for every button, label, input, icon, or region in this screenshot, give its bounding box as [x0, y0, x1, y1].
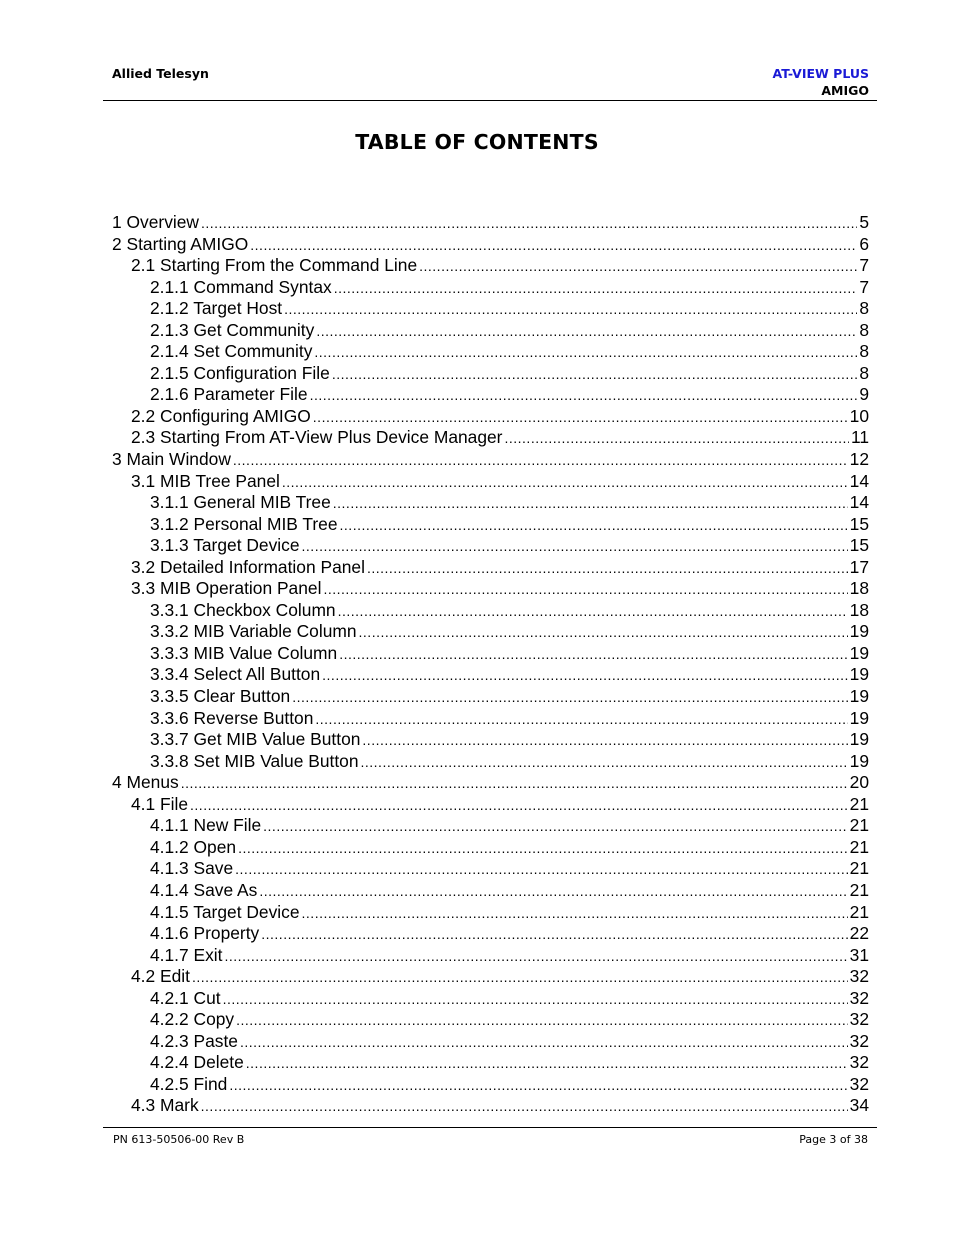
toc-dot-leader [316, 321, 857, 343]
toc-entry-label: 3.3.4 Select All Button [150, 664, 321, 685]
toc-dot-leader [334, 278, 858, 300]
toc-entry-label: 2.1.4 Set Community [150, 341, 313, 362]
toc-entry-label: 3.1 MIB Tree Panel [131, 470, 280, 491]
toc-entry-page: 7 [859, 255, 869, 276]
toc-dot-leader [240, 1032, 848, 1054]
toc-entry-label: 2.2 Configuring AMIGO [131, 405, 311, 426]
toc-entry-label: 4.2.2 Copy [150, 1009, 235, 1030]
toc-dot-leader [367, 558, 848, 580]
toc-entry-label: 4.1.1 New File [150, 815, 262, 836]
toc-entry-page: 21 [849, 901, 869, 922]
toc-entry[interactable] [112, 1031, 869, 1053]
toc-dot-leader [362, 730, 847, 752]
page-footer [103, 1127, 877, 1154]
toc-entry-page: 19 [849, 750, 869, 771]
toc-entry[interactable] [112, 514, 869, 536]
toc-dot-leader [313, 407, 848, 429]
toc-entry[interactable] [112, 988, 869, 1010]
toc-entry-page: 11 [850, 427, 869, 448]
toc-dot-leader [322, 665, 848, 687]
toc-entry-label: 4.1 File [131, 793, 189, 814]
toc-entry-label: 4.2.4 Delete [150, 1052, 244, 1073]
toc-entry-label: 2.1.1 Command Syntax [150, 276, 332, 297]
toc-entry[interactable] [112, 1095, 869, 1117]
toc-dot-leader [314, 342, 857, 364]
toc-dot-leader [235, 859, 848, 881]
toc-entry-page: 21 [849, 879, 869, 900]
toc-entry-page: 21 [849, 858, 869, 879]
toc-dot-leader [302, 536, 848, 558]
toc-dot-leader [359, 622, 848, 644]
toc-dot-leader [223, 989, 848, 1011]
toc-entry-label: 4.1.2 Open [150, 836, 237, 857]
toc-dot-leader [259, 881, 847, 903]
toc-dot-leader [192, 967, 848, 989]
toc-entry-page: 12 [849, 449, 869, 470]
toc-dot-leader [323, 579, 847, 601]
toc-entry-page: 21 [849, 793, 869, 814]
toc-entry-page: 21 [849, 836, 869, 857]
toc-entry-label: 3.3.5 Clear Button [150, 686, 291, 707]
page-header [103, 62, 877, 101]
toc-entry[interactable] [112, 427, 869, 449]
toc-entry-page: 7 [859, 276, 869, 297]
toc-entry-label: 3.1.1 General MIB Tree [150, 492, 331, 513]
toc-entry-label: 4 Menus [112, 772, 179, 793]
toc-entry[interactable] [112, 686, 869, 708]
toc-entry-page: 32 [849, 1052, 869, 1073]
toc-dot-leader [263, 816, 848, 838]
toc-entry-page: 8 [859, 298, 869, 319]
toc-entry[interactable] [112, 837, 869, 859]
toc-entry[interactable] [112, 363, 869, 385]
toc-dot-leader [333, 493, 848, 515]
toc-dot-leader [332, 364, 858, 386]
toc-dot-leader [338, 601, 848, 623]
toc-dot-leader [225, 946, 848, 968]
toc-entry-page: 17 [849, 556, 869, 577]
toc-entry[interactable] [112, 1052, 869, 1074]
toc-dot-leader [419, 256, 857, 278]
toc-entry-label: 3.1.2 Personal MIB Tree [150, 513, 338, 534]
toc-entry-page: 19 [849, 664, 869, 685]
toc-entry[interactable] [112, 708, 869, 730]
toc-entry-page: 34 [849, 1095, 869, 1116]
toc-entry[interactable] [112, 794, 869, 816]
toc-dot-leader [292, 687, 847, 709]
toc-entry[interactable] [112, 384, 869, 406]
toc-entry-label: 2.1.3 Get Community [150, 319, 315, 340]
toc-entry-label: 4.1.5 Target Device [150, 901, 300, 922]
toc-entry[interactable] [112, 902, 869, 924]
toc-entry[interactable] [112, 557, 869, 579]
toc-entry[interactable] [112, 966, 869, 988]
toc-entry-label: 4.2 Edit [131, 966, 190, 987]
toc-entry[interactable] [112, 406, 869, 428]
toc-dot-leader [282, 472, 848, 494]
toc-entry-page: 19 [849, 642, 869, 663]
toc-entry-page: 6 [859, 233, 869, 254]
toc-entry-page: 9 [859, 384, 869, 405]
toc-entry-page: 15 [849, 535, 869, 556]
toc-entry[interactable] [112, 945, 869, 967]
toc-entry-label: 2.1 Starting From the Command Line [131, 255, 418, 276]
toc-entry-page: 32 [849, 987, 869, 1008]
toc-entry-label: 2.1.2 Target Host [150, 298, 283, 319]
toc-dot-leader [229, 1075, 847, 1097]
toc-entry[interactable] [112, 880, 869, 902]
toc-entry-page: 8 [859, 362, 869, 383]
toc-entry-label: 2 Starting AMIGO [112, 233, 249, 254]
toc-entry-label: 2.3 Starting From AT-View Plus Device Manager [131, 427, 503, 448]
toc-entry[interactable] [112, 320, 869, 342]
toc-dot-leader [361, 752, 848, 774]
toc-entry-page: 21 [849, 815, 869, 836]
toc-entry[interactable] [112, 341, 869, 363]
toc-dot-leader [246, 1053, 848, 1075]
toc-entry[interactable] [112, 815, 869, 837]
toc-entry-label: 3.3.1 Checkbox Column [150, 599, 336, 620]
company-name: Allied Telesyn [112, 66, 209, 81]
module-name: AMIGO [821, 83, 869, 98]
toc-entry-page: 20 [849, 772, 869, 793]
toc-entry-page: 14 [849, 470, 869, 491]
page-title: TABLE OF CONTENTS [355, 130, 599, 154]
toc-entry-label: 3.3 MIB Operation Panel [131, 578, 322, 599]
toc-entry[interactable] [112, 751, 869, 773]
toc-entry-page: 32 [849, 1009, 869, 1030]
product-name: AT-VIEW PLUS [772, 66, 869, 81]
toc-entry-page: 19 [849, 686, 869, 707]
toc-entry[interactable] [112, 643, 869, 665]
toc-dot-leader [233, 450, 848, 472]
toc-dot-leader [284, 299, 857, 321]
toc-entry-page: 19 [849, 729, 869, 750]
toc-dot-leader [190, 795, 848, 817]
toc-entry-label: 4.2.5 Find [150, 1073, 228, 1094]
toc-dot-leader [238, 838, 848, 860]
toc-entry-label: 3.3.2 MIB Variable Column [150, 621, 357, 642]
toc-entry[interactable] [112, 923, 869, 945]
toc-dot-leader [261, 924, 847, 946]
document-number: PN 613-50506-00 Rev B [113, 1133, 245, 1146]
toc-entry-label: 3 Main Window [112, 449, 231, 470]
toc-entry[interactable] [112, 729, 869, 751]
toc-entry-page: 8 [859, 319, 869, 340]
toc-dot-leader [339, 644, 847, 666]
toc-entry-label: 4.1.7 Exit [150, 944, 223, 965]
toc-entry-page: 32 [849, 966, 869, 987]
toc-entry[interactable] [112, 535, 869, 557]
toc-entry[interactable] [112, 1074, 869, 1096]
toc-entry[interactable] [112, 664, 869, 686]
toc-entry-page: 32 [849, 1073, 869, 1094]
toc-entry-label: 3.2 Detailed Information Panel [131, 556, 365, 577]
toc-entry[interactable] [112, 772, 869, 794]
toc-entry[interactable] [112, 212, 869, 234]
toc-entry[interactable] [112, 600, 869, 622]
toc-entry-label: 4.1.4 Save As [150, 879, 258, 900]
toc-dot-leader [310, 385, 858, 407]
toc-entry[interactable] [112, 255, 869, 277]
toc-entry-label: 4.2.3 Paste [150, 1030, 238, 1051]
toc-entry[interactable] [112, 492, 869, 514]
toc-entry-page: 8 [859, 341, 869, 362]
toc-entry-page: 10 [849, 405, 869, 426]
table-of-contents [112, 212, 869, 1117]
toc-dot-leader [181, 773, 848, 795]
page-number: Page 3 of 38 [799, 1133, 868, 1146]
toc-entry[interactable] [112, 277, 869, 299]
toc-entry-page: 22 [849, 923, 869, 944]
toc-entry-page: 14 [849, 492, 869, 513]
toc-entry-page: 15 [849, 513, 869, 534]
toc-dot-leader [302, 903, 848, 925]
toc-entry-label: 3.3.3 MIB Value Column [150, 642, 338, 663]
toc-entry-label: 2.1.5 Configuration File [150, 362, 330, 383]
toc-entry[interactable] [112, 578, 869, 600]
toc-entry[interactable] [112, 298, 869, 320]
toc-dot-leader [315, 709, 847, 731]
toc-entry[interactable] [112, 471, 869, 493]
toc-entry-page: 18 [849, 599, 869, 620]
toc-entry[interactable] [112, 234, 869, 256]
toc-dot-leader [250, 235, 857, 257]
toc-entry-page: 5 [859, 212, 869, 232]
toc-entry-page: 32 [849, 1030, 869, 1051]
toc-entry[interactable] [112, 858, 869, 880]
toc-entry-label: 3.3.6 Reverse Button [150, 707, 314, 728]
toc-entry-label: 1 Overview [112, 212, 199, 232]
toc-entry-label: 4.1.3 Save [150, 858, 234, 879]
toc-dot-leader [201, 1096, 848, 1118]
toc-entry[interactable] [112, 449, 869, 471]
toc-entry-label: 3.3.8 Set MIB Value Button [150, 750, 359, 771]
toc-dot-leader [340, 515, 848, 537]
toc-entry-label: 3.1.3 Target Device [150, 535, 300, 556]
toc-entry-page: 31 [849, 944, 869, 965]
toc-entry-page: 18 [849, 578, 869, 599]
toc-entry-label: 4.3 Mark [131, 1095, 199, 1116]
toc-entry-label: 2.1.6 Parameter File [150, 384, 308, 405]
toc-dot-leader [236, 1010, 848, 1032]
toc-dot-leader [504, 428, 848, 450]
toc-entry-label: 4.2.1 Cut [150, 987, 221, 1008]
toc-entry[interactable] [112, 621, 869, 643]
toc-dot-leader [201, 213, 857, 235]
toc-entry-label: 3.3.7 Get MIB Value Button [150, 729, 361, 750]
toc-entry[interactable] [112, 1009, 869, 1031]
toc-entry-page: 19 [849, 621, 869, 642]
toc-entry-page: 19 [849, 707, 869, 728]
toc-entry-label: 4.1.6 Property [150, 923, 260, 944]
